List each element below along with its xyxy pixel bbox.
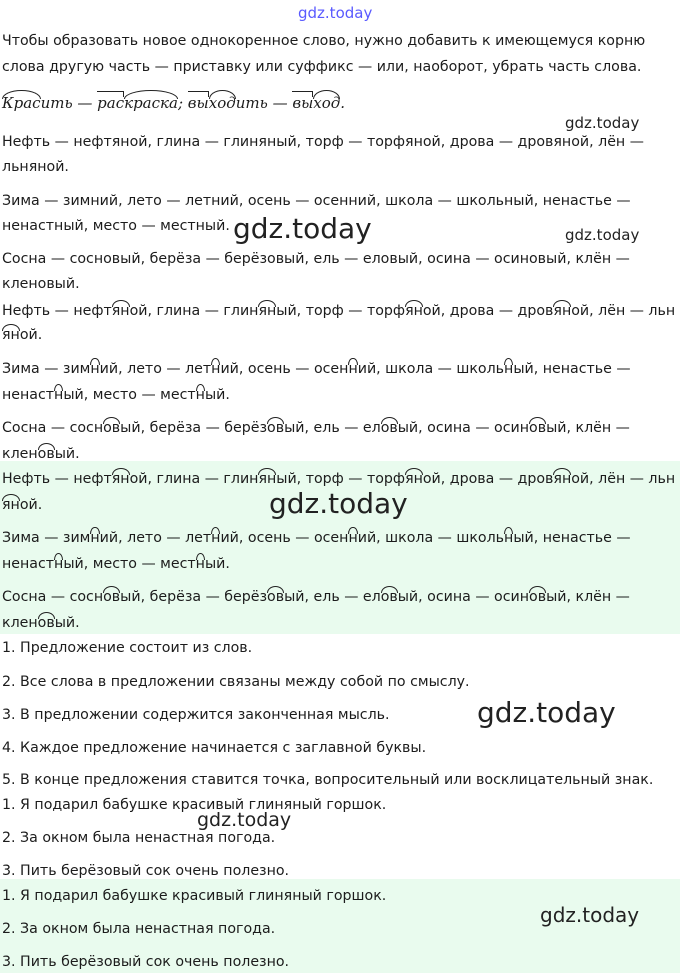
suffix-mark: ян xyxy=(258,303,277,319)
text: ой, лён — льн xyxy=(571,303,676,319)
text: ый. xyxy=(204,556,230,572)
prefix-mark: рас xyxy=(97,94,125,112)
sentence-item: 1. Я подарил бабушке красивый глиняный горшок. xyxy=(2,797,387,813)
watermark: gdz.today xyxy=(565,114,640,132)
suffix-mark: н xyxy=(90,361,100,377)
sentence-item: 1. Я подарил бабушке красивый глиняный горшок. xyxy=(2,888,387,904)
intro-line-1: Чтобы образовать новое однокоренное слово, нужно добавить к имеющемуся корню xyxy=(2,33,646,49)
suffix-mark: ов xyxy=(380,420,398,436)
text: ый, ненастье — xyxy=(513,361,631,377)
text: ой. xyxy=(19,497,43,513)
root-mark: ход xyxy=(208,94,236,112)
marked-line xyxy=(2,529,631,547)
suffix-mark: ов xyxy=(37,615,55,631)
text: ый, торф — торф xyxy=(276,471,406,487)
text: ый, осина — осин xyxy=(397,420,530,436)
suffix-mark: ян xyxy=(405,471,423,487)
word-formation-example xyxy=(2,94,345,112)
text: ый, берёза — берёз xyxy=(120,420,268,436)
text: ый, торф — торф xyxy=(276,303,406,319)
suffix-mark: ян xyxy=(111,303,130,319)
prefix-mark: вы xyxy=(187,94,209,112)
suffix-mark: ов xyxy=(103,589,121,605)
text: ий, школа — школь xyxy=(357,361,505,377)
watermark: gdz.today xyxy=(565,226,640,244)
rule-item: 5. В конце предложения ставится точка, вопросительный или восклицательный знак. xyxy=(2,772,654,788)
text: Зима — зим xyxy=(2,530,91,546)
text: ненаст xyxy=(2,556,55,572)
text: ненаст xyxy=(2,387,55,403)
text: ой, глина — глин xyxy=(129,471,259,487)
suffix-mark: ов xyxy=(267,589,285,605)
suffix-mark: ов xyxy=(529,589,547,605)
marked-line xyxy=(2,588,630,606)
suffix-mark: ов xyxy=(267,420,285,436)
example-text: — xyxy=(72,94,98,112)
sentence-item: 3. Пить берёзовый сок очень полезно. xyxy=(2,954,290,970)
text: ий, школа — школь xyxy=(357,530,505,546)
text: ый, место — мест xyxy=(63,556,196,572)
suffix-mark: ян xyxy=(405,303,423,319)
suffix-mark: н xyxy=(504,361,514,377)
suffix-mark: ян xyxy=(2,327,20,343)
suffix-mark: ов xyxy=(103,420,121,436)
watermark: gdz.today xyxy=(540,903,640,927)
suffix-mark: ян xyxy=(2,497,20,513)
rule-item: 2. Все слова в предложении связаны между собой по смыслу. xyxy=(2,674,470,690)
example-text: ить xyxy=(235,94,268,112)
text: ый, клён — xyxy=(546,420,630,436)
text: клен xyxy=(2,446,38,462)
sentence-item: 2. За окном была ненастная погода. xyxy=(2,921,276,937)
marked-line xyxy=(2,614,80,632)
text: ой, лён — льн xyxy=(571,471,676,487)
text: ый. xyxy=(204,387,230,403)
text: Зима — зим xyxy=(2,361,91,377)
suffix-mark: ян xyxy=(111,471,130,487)
text: ий, осень — осен xyxy=(220,530,349,546)
plain-line: Зима — зимний, лето — летний, осень — осенний, школа — школьный, ненастье — xyxy=(2,193,631,209)
text: ый, ненастье — xyxy=(513,530,631,546)
text: Нефть — нефт xyxy=(2,303,112,319)
suffix-mark: н xyxy=(211,530,221,546)
suffix-mark: н xyxy=(195,387,205,403)
intro-line-2: слова другую часть — приставку или суффикс — или, наоборот, убрать часть слова. xyxy=(2,59,642,75)
text: ий, лето — лет xyxy=(99,530,212,546)
marked-line xyxy=(2,470,675,488)
text: Сосна — сосн xyxy=(2,589,104,605)
marked-line xyxy=(2,419,630,437)
text: ий, осень — осен xyxy=(220,361,349,377)
text: ый. xyxy=(54,615,80,631)
plain-line: Сосна — сосновый, берёза — берёзовый, ель — еловый, осина — осиновый, клён — xyxy=(2,251,630,267)
text: ый, ель — ел xyxy=(284,420,381,436)
text: клен xyxy=(2,615,38,631)
marked-line xyxy=(2,326,42,344)
text: ой, дрова — дров xyxy=(422,471,554,487)
suffix-mark: ов xyxy=(37,446,55,462)
example-text: . xyxy=(340,94,346,112)
marked-line xyxy=(2,555,230,573)
marked-line xyxy=(2,445,80,463)
suffix-mark: н xyxy=(54,387,64,403)
suffix-mark: н xyxy=(90,530,100,546)
text: ый, клён — xyxy=(546,589,630,605)
plain-line: льняной. xyxy=(2,159,69,175)
marked-line xyxy=(2,386,230,404)
suffix-mark: ян xyxy=(258,471,277,487)
text: ый, берёза — берёз xyxy=(120,589,268,605)
text: Сосна — сосн xyxy=(2,420,104,436)
text: ый, место — мест xyxy=(63,387,196,403)
suffix-mark: ов xyxy=(529,420,547,436)
suffix-mark: н xyxy=(504,530,514,546)
marked-line xyxy=(2,496,42,514)
plain-line: ненастный, место — местный. xyxy=(2,218,230,234)
suffix-mark: н xyxy=(348,361,358,377)
rule-item: 4. Каждое предложение начинается с заглавной буквы. xyxy=(2,740,427,756)
text: Нефть — нефт xyxy=(2,471,112,487)
suffix-mark: н xyxy=(195,556,205,572)
root-mark: краска xyxy=(124,94,178,112)
plain-line: Нефть — нефтяной, глина — глиняный, торф — торфяной, дрова — дровяной, лён — xyxy=(2,134,644,150)
watermark: gdz.today xyxy=(477,696,616,729)
example-text: ить xyxy=(40,94,73,112)
text: ый. xyxy=(54,446,80,462)
sentence-item: 3. Пить берёзовый сок очень полезно. xyxy=(2,863,290,879)
suffix-mark: н xyxy=(348,530,358,546)
text: ий, лето — лет xyxy=(99,361,212,377)
rule-item: 1. Предложение состоит из слов. xyxy=(2,640,253,656)
text: ый, осина — осин xyxy=(397,589,530,605)
text: ой, глина — глин xyxy=(129,303,259,319)
prefix-mark: вы xyxy=(292,94,314,112)
text: ый, ель — ел xyxy=(284,589,381,605)
text: ой, дрова — дров xyxy=(422,303,554,319)
suffix-mark: ов xyxy=(380,589,398,605)
rule-item: 3. В предложении содержится законченная мысль. xyxy=(2,707,390,723)
marked-line xyxy=(2,302,675,320)
sentence-item: 2. За окном была ненастная погода. xyxy=(2,830,276,846)
suffix-mark: н xyxy=(54,556,64,572)
root-mark: ход xyxy=(313,94,341,112)
suffix-mark: н xyxy=(211,361,221,377)
watermark: gdz.today xyxy=(233,212,372,245)
marked-line xyxy=(2,360,631,378)
watermark-top: gdz.today xyxy=(298,4,373,22)
suffix-mark: ян xyxy=(553,303,572,319)
plain-line: кленовый. xyxy=(2,276,80,292)
example-text: ; xyxy=(177,94,183,112)
suffix-mark: ян xyxy=(553,471,572,487)
watermark: gdz.today xyxy=(269,487,408,520)
root-mark: Крас xyxy=(2,94,41,112)
example-text: — xyxy=(267,94,293,112)
watermark: gdz.today xyxy=(197,809,292,831)
text: ой. xyxy=(19,327,43,343)
